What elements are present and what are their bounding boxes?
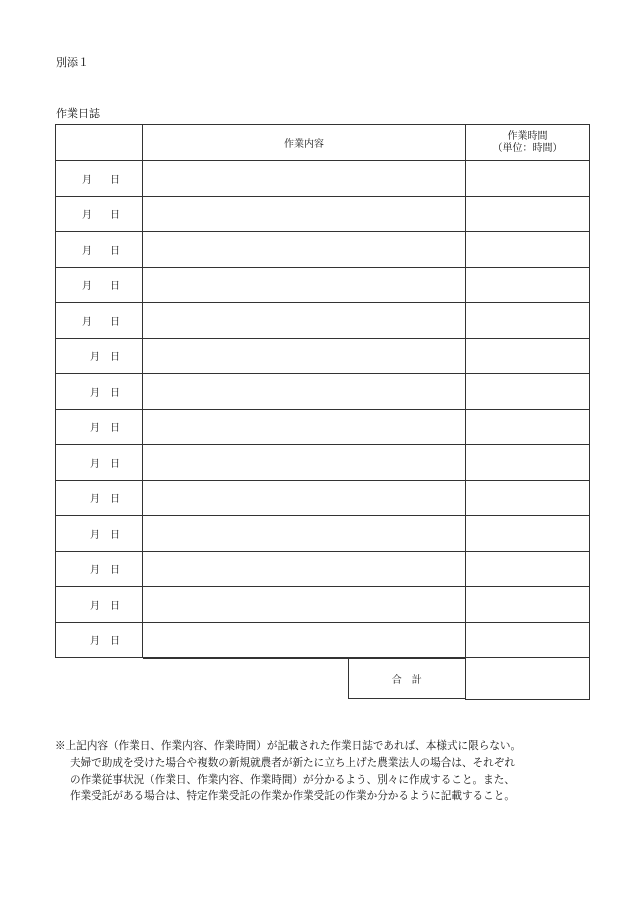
month-label: 月 — [90, 387, 100, 399]
month-label: 月 — [90, 494, 100, 506]
content-cell[interactable] — [143, 551, 466, 587]
header-date-cell — [56, 125, 143, 161]
month-label: 月 — [90, 352, 100, 364]
table-row — [56, 622, 590, 658]
header-content: 作業内容 — [143, 125, 466, 161]
date-cell[interactable] — [56, 232, 143, 268]
day-label: 日 — [110, 458, 120, 470]
date-cell[interactable] — [56, 587, 143, 623]
day-label: 日 — [110, 565, 120, 577]
hours-cell[interactable] — [466, 161, 590, 197]
content-cell[interactable] — [143, 587, 466, 623]
hours-cell[interactable] — [466, 267, 590, 303]
month-label: 月 — [82, 316, 92, 328]
total-hours-cell[interactable] — [466, 658, 590, 700]
date-cell[interactable] — [56, 445, 143, 481]
table-row — [56, 480, 590, 516]
month-label: 月 — [90, 565, 100, 577]
hours-cell[interactable] — [466, 409, 590, 445]
table-row — [56, 409, 590, 445]
table-row — [56, 161, 590, 197]
notes — [55, 738, 595, 805]
hours-cell[interactable] — [466, 374, 590, 410]
note-line-3: の作業従事状況（作業日、作業内容、作業時間）が分かるよう、別々に作成すること。また、 — [70, 773, 515, 786]
content-cell[interactable] — [143, 161, 466, 197]
day-label: 日 — [110, 600, 120, 612]
content-cell[interactable] — [143, 338, 466, 374]
note-line-1: ※上記内容（作業日、作業内容、作業時間）が記載された作業日誌であれば、本様式に限らない。 — [55, 740, 522, 752]
hours-cell[interactable] — [466, 232, 590, 268]
content-cell[interactable] — [143, 409, 466, 445]
content-cell[interactable] — [143, 622, 466, 658]
content-cell[interactable] — [143, 445, 466, 481]
date-cell[interactable] — [56, 622, 143, 658]
total-label — [348, 658, 466, 699]
content-cell[interactable] — [143, 303, 466, 339]
month-label: 月 — [90, 529, 100, 541]
header-hours — [466, 125, 590, 161]
table-row — [56, 232, 590, 268]
month-label: 月 — [82, 281, 92, 293]
date-cell[interactable] — [56, 303, 143, 339]
table-row — [56, 267, 590, 303]
day-label: 日 — [110, 210, 120, 222]
page-title: 作業日誌 — [56, 107, 100, 120]
date-cell[interactable] — [56, 338, 143, 374]
date-cell[interactable] — [56, 409, 143, 445]
total-row — [56, 658, 590, 700]
content-cell[interactable] — [143, 196, 466, 232]
total-label-cell — [143, 658, 466, 700]
month-label: 月 — [82, 245, 92, 257]
hours-cell[interactable] — [466, 480, 590, 516]
table-row — [56, 303, 590, 339]
month-label: 月 — [90, 423, 100, 435]
content-cell[interactable] — [143, 267, 466, 303]
day-label: 日 — [110, 494, 120, 506]
header-hours-unit: （単位：時間） — [492, 142, 563, 154]
day-label: 日 — [110, 387, 120, 399]
month-label: 月 — [90, 636, 100, 648]
date-cell[interactable] — [56, 267, 143, 303]
hours-cell[interactable] — [466, 516, 590, 552]
day-label: 日 — [110, 352, 120, 364]
hours-cell[interactable] — [466, 551, 590, 587]
month-label: 月 — [82, 174, 92, 186]
date-cell[interactable] — [56, 161, 143, 197]
day-label: 日 — [110, 636, 120, 648]
day-label: 日 — [110, 316, 120, 328]
content-cell[interactable] — [143, 480, 466, 516]
hours-cell[interactable] — [466, 303, 590, 339]
content-cell[interactable] — [143, 232, 466, 268]
table-row — [56, 445, 590, 481]
day-label: 日 — [110, 529, 120, 541]
day-label: 日 — [110, 281, 120, 293]
month-label: 月 — [82, 210, 92, 222]
table-row — [56, 551, 590, 587]
day-label: 日 — [110, 174, 120, 186]
hours-cell[interactable] — [466, 445, 590, 481]
hours-cell[interactable] — [466, 622, 590, 658]
content-cell[interactable] — [143, 516, 466, 552]
date-cell[interactable] — [56, 551, 143, 587]
header-hours-title: 作業時間 — [507, 130, 548, 142]
table-row — [56, 196, 590, 232]
hours-cell[interactable] — [466, 587, 590, 623]
table-row — [56, 374, 590, 410]
note-line-4: 作業受託がある場合は、特定作業受託の作業か作業受託の作業か分かるように記載すること。 — [70, 790, 515, 803]
day-label: 日 — [110, 245, 120, 257]
note-line-2: 夫婦で助成を受けた場合や複数の新規就農者が新たに立ち上げた農業法人の場合は、それぞれ — [70, 756, 515, 769]
month-label: 月 — [90, 458, 100, 470]
total-blank-area — [56, 658, 143, 700]
total-char-2: 計 — [411, 675, 422, 686]
month-label: 月 — [90, 600, 100, 612]
table-header-row — [56, 125, 590, 161]
table-row — [56, 587, 590, 623]
date-cell[interactable] — [56, 374, 143, 410]
hours-cell[interactable] — [466, 338, 590, 374]
date-cell[interactable] — [56, 480, 143, 516]
content-cell[interactable] — [143, 374, 466, 410]
date-cell[interactable] — [56, 516, 143, 552]
attachment-label: 別添１ — [56, 56, 89, 69]
total-char-1: 合 — [391, 675, 402, 686]
table-row — [56, 338, 590, 374]
hours-cell[interactable] — [466, 196, 590, 232]
day-label: 日 — [110, 423, 120, 435]
work-log-table — [55, 124, 590, 700]
date-cell[interactable] — [56, 196, 143, 232]
table-row — [56, 516, 590, 552]
